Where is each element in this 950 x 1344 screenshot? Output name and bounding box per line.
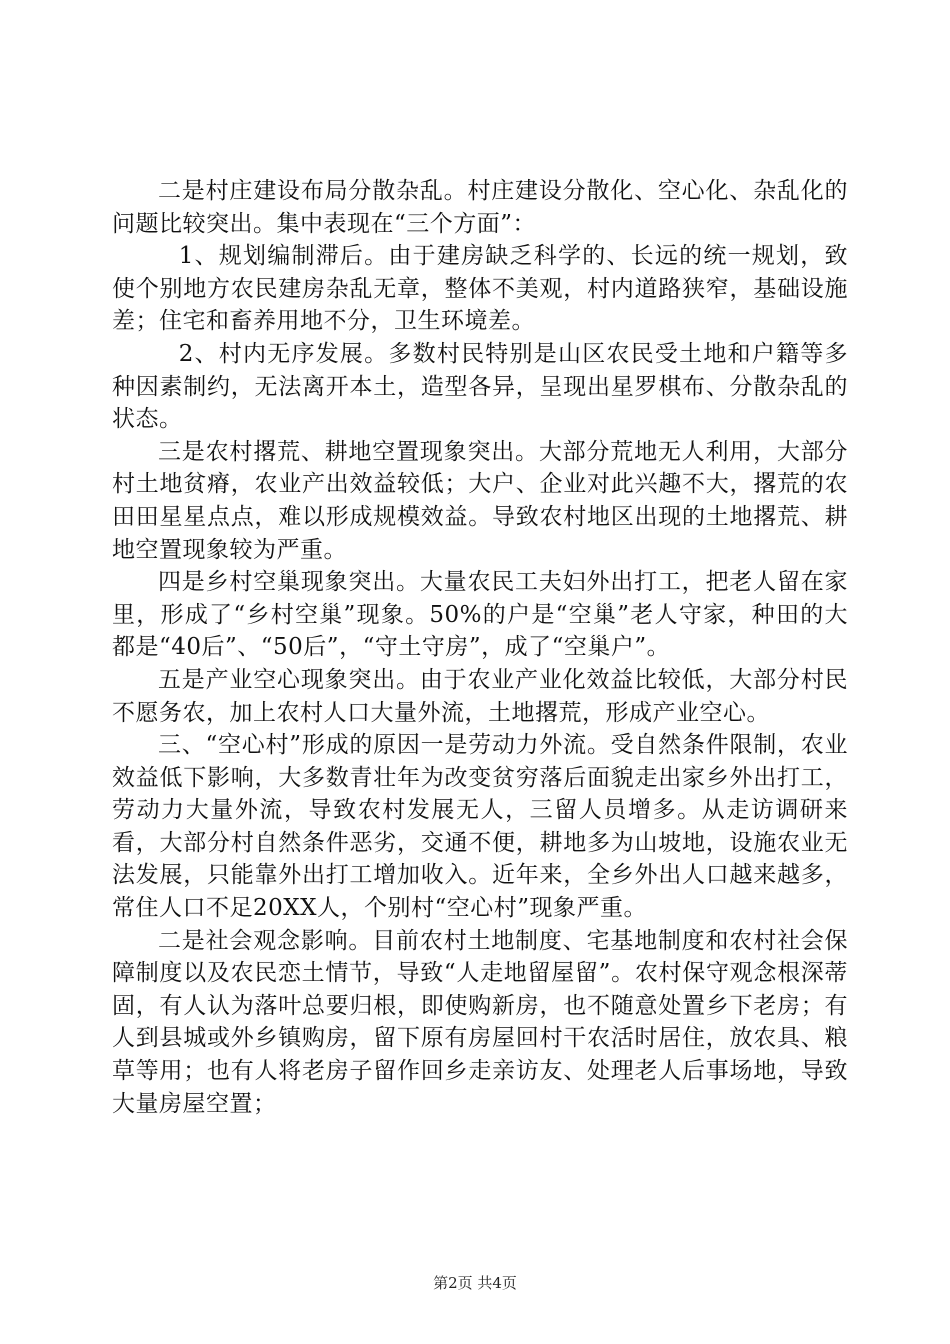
paragraph-abandoned-farmland: 三是农村撂荒、耕地空置现象突出。大部分荒地无人利用，大部分村土地贫瘠，农业产出效益较低；大户、企业对此兴趣不大，撂荒的农田田星星点点，难以形成规模效益。导致农村地区出现的土地撂荒、耕地空置现象较为严重。 <box>112 438 848 563</box>
paragraph-social-attitudes: 二是社会观念影响。目前农村土地制度、宅基地制度和农村社会保障制度以及农民恋土情节，导致“人走地留屋留”。农村保守观念根深蒂固，有人认为落叶总要归根，即使购新房，也不随意处置乡下老房；有人到县城或外乡镇购房，留下原有房屋回村干农活时居住，放农具、粮草等用；也有人将老房子留作回乡走亲访友、处理老人后事场地，导致大量房屋空置； <box>112 927 848 1117</box>
paragraph-disorderly-development: 2、村内无序发展。多数村民特别是山区农民受土地和户籍等多种因素制约，无法离开本土，造型各异，呈现出星罗棋布、分散杂乱的状态。 <box>112 340 848 433</box>
page-number-footer: 第2页 共4页 <box>433 1274 517 1292</box>
paragraph-village-layout: 二是村庄建设布局分散杂乱。村庄建设分散化、空心化、杂乱化的问题比较突出。集中表现在“三个方面”： <box>112 178 848 237</box>
paragraph-empty-nest: 四是乡村空巢现象突出。大量农民工夫妇外出打工，把老人留在家里，形成了“乡村空巢”现象。50%的户是“空巢”老人守家，种田的大都是“40后”、“50后”，“守土守房”，成了“空巢户”。 <box>112 569 848 661</box>
paragraph-causes-labor-outflow: 三、“空心村”形成的原因一是劳动力外流。受自然条件限制，农业效益低下影响，大多数青壮年为改变贫穷落后面貌走出家乡外出打工，劳动力大量外流，导致农村发展无人，三留人员增多。从走访调研来看，大部分村自然条件恶劣，交通不便，耕地多为山坡地，设施农业无法发展，只能靠外出打工增加收入。近年来，全乡外出人口越来越多，常住人口不足20XX人，个别村“空心村”现象严重。 <box>112 732 848 922</box>
paragraph-planning-lag: 1、规划编制滞后。由于建房缺乏科学的、长远的统一规划，致使个别地方农民建房杂乱无章，整体不美观，村内道路狭窄，基础设施差；住宅和畜养用地不分，卫生环境差。 <box>112 243 848 335</box>
document-body <box>112 175 848 1120</box>
paragraph-industry-hollowing: 五是产业空心现象突出。由于农业产业化效益比较低，大部分村民不愿务农，加上农村人口大量外流，土地撂荒，形成产业空心。 <box>112 666 848 726</box>
